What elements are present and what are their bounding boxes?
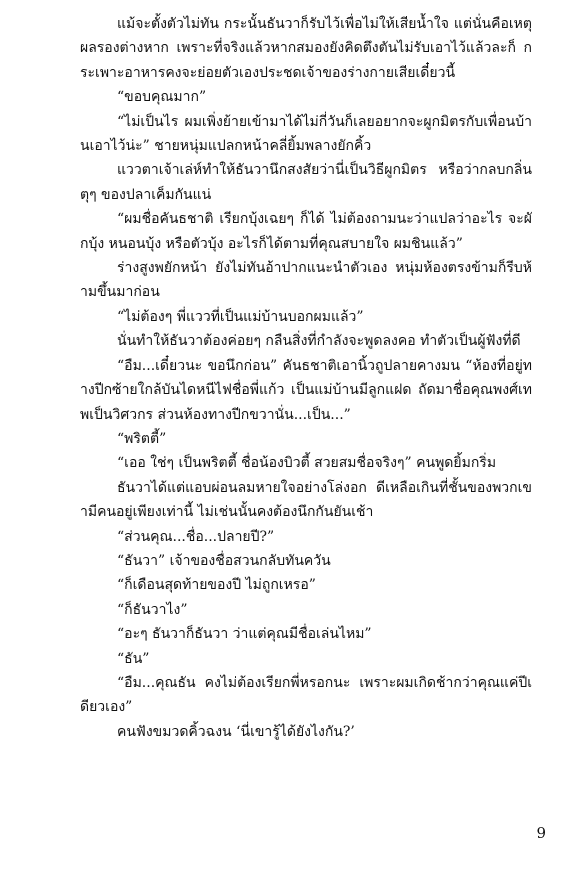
paragraph-11: “เออ ใช่ๆ เป็นพริตตี้ ชื่อน้องบิวตี้ สวยสมชื่อจริงๆ” คนพูดยิ้มกริ่ม (117, 455, 497, 472)
paragraph-13: “ส่วนคุณ...ชื่อ...ปลายปี?” (117, 528, 275, 545)
paragraph-10: “พริตตี้” (117, 430, 167, 447)
paragraph-19: “อืม...คุณธัน คงไม่ต้องเรียกพี่หรอกนะ เพราะผมเกิดช้ากว่าคุณแค่ปีเดียวเอง” (80, 674, 532, 716)
paragraph-2: “ขอบคุณมาก” (117, 89, 207, 106)
paragraph-18: “ธัน” (117, 650, 150, 667)
paragraph-4: แววตาเจ้าเล่ห์ทำให้ธันวานึกสงสัยว่านี่เป็นวิธีผูกมิตร หรือว่ากลบกลิ่นตุๆ ของปลาเค็มกันแน่ (80, 162, 532, 203)
paragraph-6: ร่างสูงพยักหน้า ยังไม่ทันอ้าปากแนะนำตัวเอง หนุ่มห้องตรงข้ามก็รีบห้ามขึ้นมาก่อน (80, 260, 532, 301)
paragraph-7: “ไม่ต้องๆ พี่แววที่เป็นแม่บ้านบอกผมแล้ว” (117, 308, 364, 325)
page-number: 9 (536, 824, 546, 842)
paragraph-9: “อืม...เดี๋ยวนะ ขอนึกก่อน” คันธชาติเอานิ้วถูปลายคางมน “ห้องที่อยู่ทางปีกซ้ายใกล้บันไดหนีไฟชื่อพี่แก้ว เป็นแม่บ้านมีลูกแฝด ถัดมาชื่อคุณพงศ์เทพเป็นวิศวกร ส่วนห้องทางปีกขวานั่น...เป็น...” (80, 357, 532, 423)
paragraph-20: คนฟังขมวดคิ้วฉงน ‘นี่เขารู้ได้ยังไงกัน?’ (117, 723, 355, 740)
paragraph-17: “อะๆ ธันวาก็ธันวา ว่าแต่คุณมีชื่อเล่นไหม” (117, 626, 372, 643)
body-text (80, 12, 532, 744)
paragraph-3: “ไม่เป็นไร ผมเพิ่งย้ายเข้ามาได้ไม่กี่วันก็เลยอยากจะผูกมิตรกับเพื่อนบ้านเอาไว้น่ะ” ชายหนุ่มแปลกหน้าคลี่ยิ้มพลางยักคิ้ว (80, 113, 532, 155)
paragraph-16: “ก็ธันวาไง” (117, 601, 188, 618)
paragraph-12: ธันวาได้แต่แอบผ่อนลมหายใจอย่างโล่งอก ดีเหลือเกินที่ชั้นของพวกเขามีคนอยู่เพียงเท่านี้ ไม่เช่นนั้นคงต้องนึกกันยันเช้า (80, 479, 532, 521)
paragraph-8: นั่นทำให้ธันวาต้องค่อยๆ กลืนสิ่งที่กำลังจะพูดลงคอ ทำตัวเป็นผู้ฟังที่ดี (117, 333, 521, 350)
paragraph-14: “ธันวา” เจ้าของชื่อสวนกลับทันควัน (117, 552, 331, 569)
paragraph-15: “ก็เดือนสุดท้ายของปี ไม่ถูกเหรอ” (117, 577, 316, 594)
paragraph-1: แม้จะตั้งตัวไม่ทัน กระนั้นธันวาก็รับไว้เพื่อไม่ให้เสียน้ำใจ แต่นั่นคือเหตุผลรองต่างหาก เพราะที่จริงแล้วหากสมองยังคิดตึงตันไม่รับเอาไว้แล้วละก็ กระเพาะอาหารคงจะย่อยตัวเองประชดเจ้าของร่างกายเสียเดี๋ยวนี้ (80, 16, 532, 81)
paragraph-5: “ผมชื่อคันธชาติ เรียกบุ้งเฉยๆ ก็ได้ ไม่ต้องถามนะว่าแปลว่าอะไร จะผักบุ้ง หนอนบุ้ง หรือตัวบุ้ง อะไรก็ได้ตามที่คุณสบายใจ ผมชินแล้ว” (80, 211, 532, 252)
